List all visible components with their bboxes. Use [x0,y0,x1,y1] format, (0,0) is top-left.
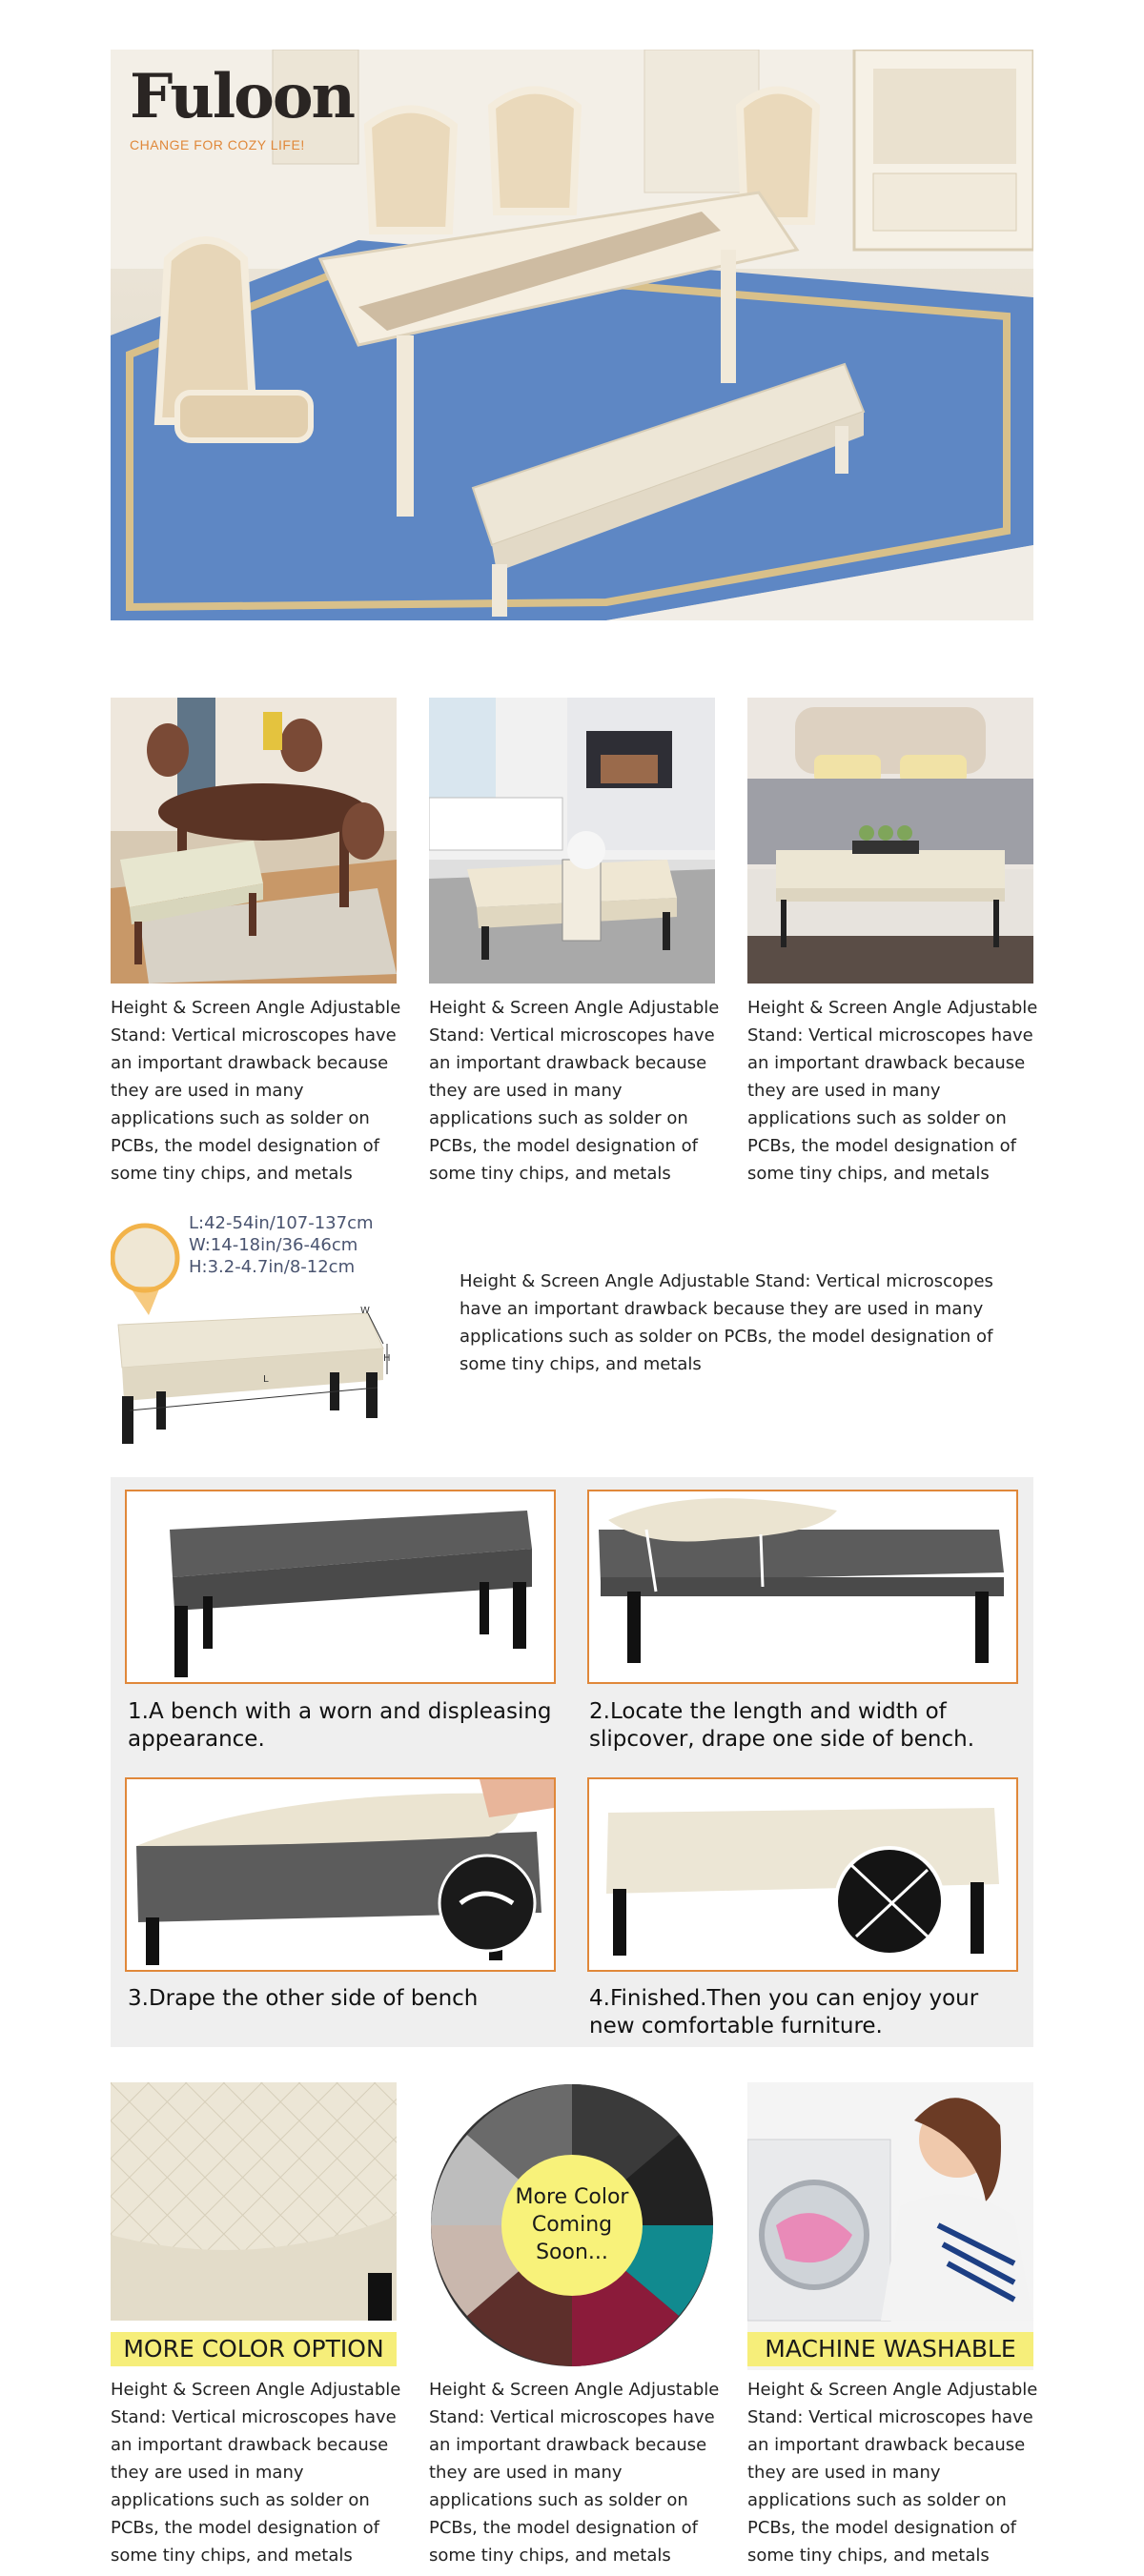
step-3-image [125,1777,556,1972]
hero-scene [111,50,1033,620]
step-1-text: 1.A bench with a worn and displeasing appearance. [128,1699,552,1752]
dim-label-l: L [263,1374,269,1385]
steps-panel [111,1477,1033,2047]
feature-image-bedroom [747,698,1033,984]
step-4-text: 4.Finished.Then you can enjoy your new comfortable furniture. [589,1986,979,2038]
step-3-text: 3.Drape the other side of bench [128,1986,479,2011]
color-wheel-image [429,2082,715,2370]
bottom-caption-1: Height & Screen Angle Adjustable Stand: Vertical microscopes have an important drawback because they are used in many applications such as solder on PCBs, the model designation of some tiny chips, and metals [111,2380,401,2566]
feature-caption-1: Height & Screen Angle Adjustable Stand: Vertical microscopes have an important drawback because they are used in many applications such as solder on PCBs, the model designation of some tiny chips, and metals [111,998,401,1184]
feature-caption-3: Height & Screen Angle Adjustable Stand: Vertical microscopes have an important drawback because they are used in many applications such as solder on PCBs, the model designation of some tiny chips, and metals [747,998,1038,1184]
bottom-caption-3: Height & Screen Angle Adjustable Stand: Vertical microscopes have an important drawback because they are used in many applications such as solder on PCBs, the model designation of some tiny chips, and metals [747,2380,1038,2566]
washing-machine-image [747,2082,1033,2370]
dimension-length: L:42-54in/107-137cm [189,1213,374,1233]
feature-image-dining [111,698,397,984]
coming-soon-line-3: Soon... [536,2241,608,2264]
step-2-text: 2.Locate the length and width of slipcover, drape one side of bench. [589,1699,975,1752]
texture-closeup-image [111,2082,397,2370]
feature-image-living [429,698,715,984]
bottom-caption-2: Height & Screen Angle Adjustable Stand: Vertical microscopes have an important drawback because they are used in many applications such as solder on PCBs, the model designation of some tiny chips, and metals [429,2380,720,2566]
brand-logo: Fuloon [130,61,355,132]
dim-label-w: W [360,1306,370,1316]
hero-image [111,50,1033,620]
machine-washable-tag: MACHINE WASHABLE [747,2332,1033,2366]
step-4-image [587,1777,1018,1972]
coming-soon-line-1: More Color [515,2185,629,2209]
dimension-height: H:3.2-4.7in/8-12cm [189,1257,356,1277]
dimension-width: W:14-18in/36-46cm [189,1235,358,1255]
feature-caption-2: Height & Screen Angle Adjustable Stand: Vertical microscopes have an important drawback because they are used in many applications such as solder on PCBs, the model designation of some tiny chips, and metals [429,998,720,1184]
dimension-description: Height & Screen Angle Adjustable Stand: Vertical microscopes have an important drawback because they are used in many applications such as solder on PCBs, the model designation of some tiny chips, and metals [460,1271,993,1374]
dim-label-h: H [383,1353,391,1364]
step-1-image [125,1490,556,1684]
coming-soon-line-2: Coming [531,2213,613,2237]
step-2-image [587,1490,1018,1684]
more-color-option-tag: MORE COLOR OPTION [111,2332,397,2366]
brand-tagline: CHANGE FOR COZY LIFE! [130,137,305,152]
